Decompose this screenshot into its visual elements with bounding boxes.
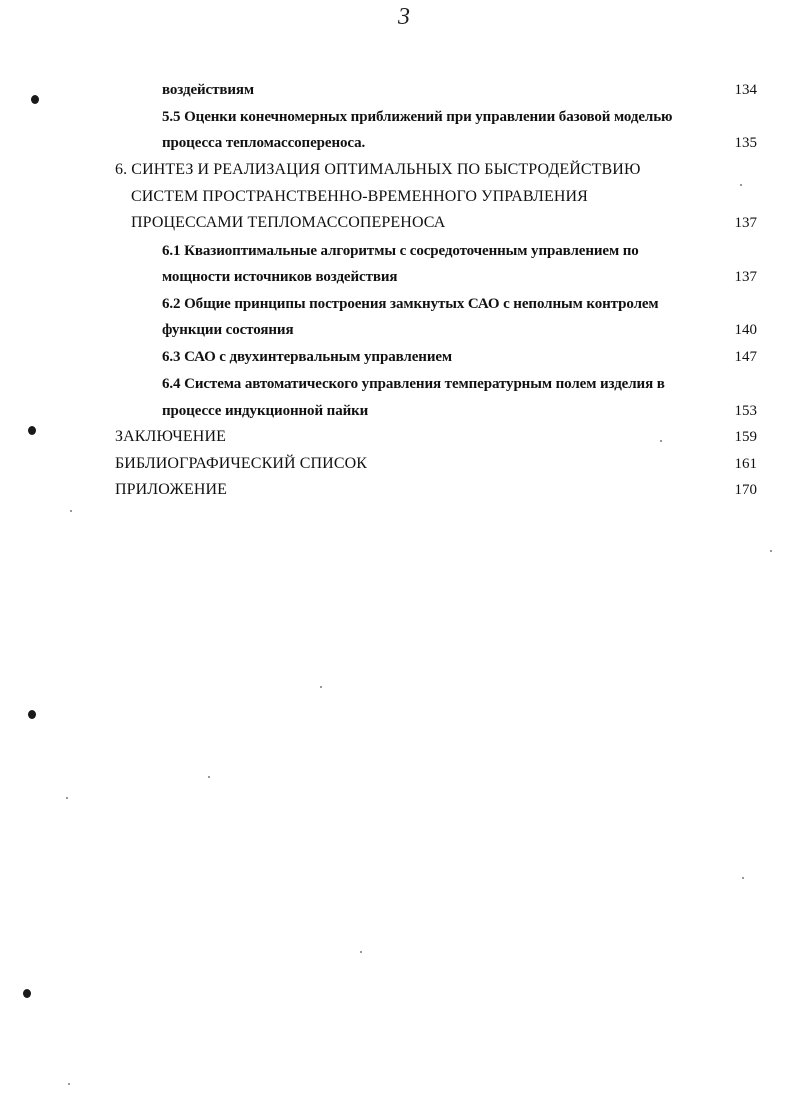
scan-speck	[660, 440, 662, 442]
toc-chapter-line: БИБЛИОГРАФИЧЕСКИЙ СПИСОК	[115, 455, 368, 472]
toc-entry-line: процессе индукционной пайки	[162, 403, 369, 419]
toc-entry-line: 6.2 Общие принципы построения замкнутых САО с неполным контролем	[162, 296, 659, 312]
toc-entry-page: 159	[734, 429, 757, 445]
toc-chapter-line: ПРОЦЕССАМИ ТЕПЛОМАССОПЕРЕНОСА	[131, 214, 446, 231]
toc-entry-page: 137	[734, 215, 757, 231]
toc-entry-line: 6.4 Система автоматического управления температурным полем изделия в	[162, 376, 665, 392]
toc-entry-page: 134	[734, 82, 757, 98]
punch-hole-mark	[28, 710, 36, 719]
toc-entry-page: 147	[734, 349, 757, 365]
scan-speck	[742, 877, 744, 879]
scan-speck	[70, 510, 72, 512]
punch-hole-mark	[23, 989, 31, 998]
scan-speck	[320, 686, 322, 688]
toc-entry-page: 135	[734, 135, 757, 151]
toc-chapter-line: ЗАКЛЮЧЕНИЕ	[115, 428, 226, 445]
page-number: 3	[398, 4, 410, 30]
scan-speck	[740, 184, 742, 186]
scan-speck	[68, 1083, 70, 1085]
toc-chapter-line: ПРИЛОЖЕНИЕ	[115, 481, 228, 498]
scan-speck	[770, 550, 772, 552]
punch-hole-mark	[31, 95, 39, 104]
toc-entry-line: мощности источников воздействия	[162, 269, 398, 285]
toc-entry-line: 5.5 Оценки конечномерных приближений при управлении базовой моделью	[162, 109, 673, 125]
toc-entry-page: 140	[734, 322, 757, 338]
toc-entry-page: 137	[734, 269, 757, 285]
toc-chapter-line: 6. СИНТЕЗ И РЕАЛИЗАЦИЯ ОПТИМАЛЬНЫХ ПО БЫСТРОДЕЙСТВИЮ	[115, 161, 641, 178]
toc-entry-page: 170	[734, 482, 757, 498]
toc-entry-line: 6.1 Квазиоптимальные алгоритмы с сосредоточенным управлением по	[162, 243, 639, 259]
punch-hole-mark	[28, 426, 36, 435]
toc-entry-line: 6.3 САО с двухинтервальным управлением	[162, 349, 453, 365]
scan-speck	[208, 776, 210, 778]
toc-chapter-line: СИСТЕМ ПРОСТРАНСТВЕННО-ВРЕМЕННОГО УПРАВЛЕНИЯ	[131, 188, 588, 205]
toc-entry-page: 153	[734, 403, 757, 419]
toc-entry-line: функции состояния	[162, 322, 294, 338]
toc-entry-line: воздействиям	[162, 82, 255, 98]
scan-speck	[66, 797, 68, 799]
scan-speck	[360, 951, 362, 953]
toc-entry-line: процесса тепломассопереноса.	[162, 135, 366, 151]
toc-entry-page: 161	[734, 456, 757, 472]
